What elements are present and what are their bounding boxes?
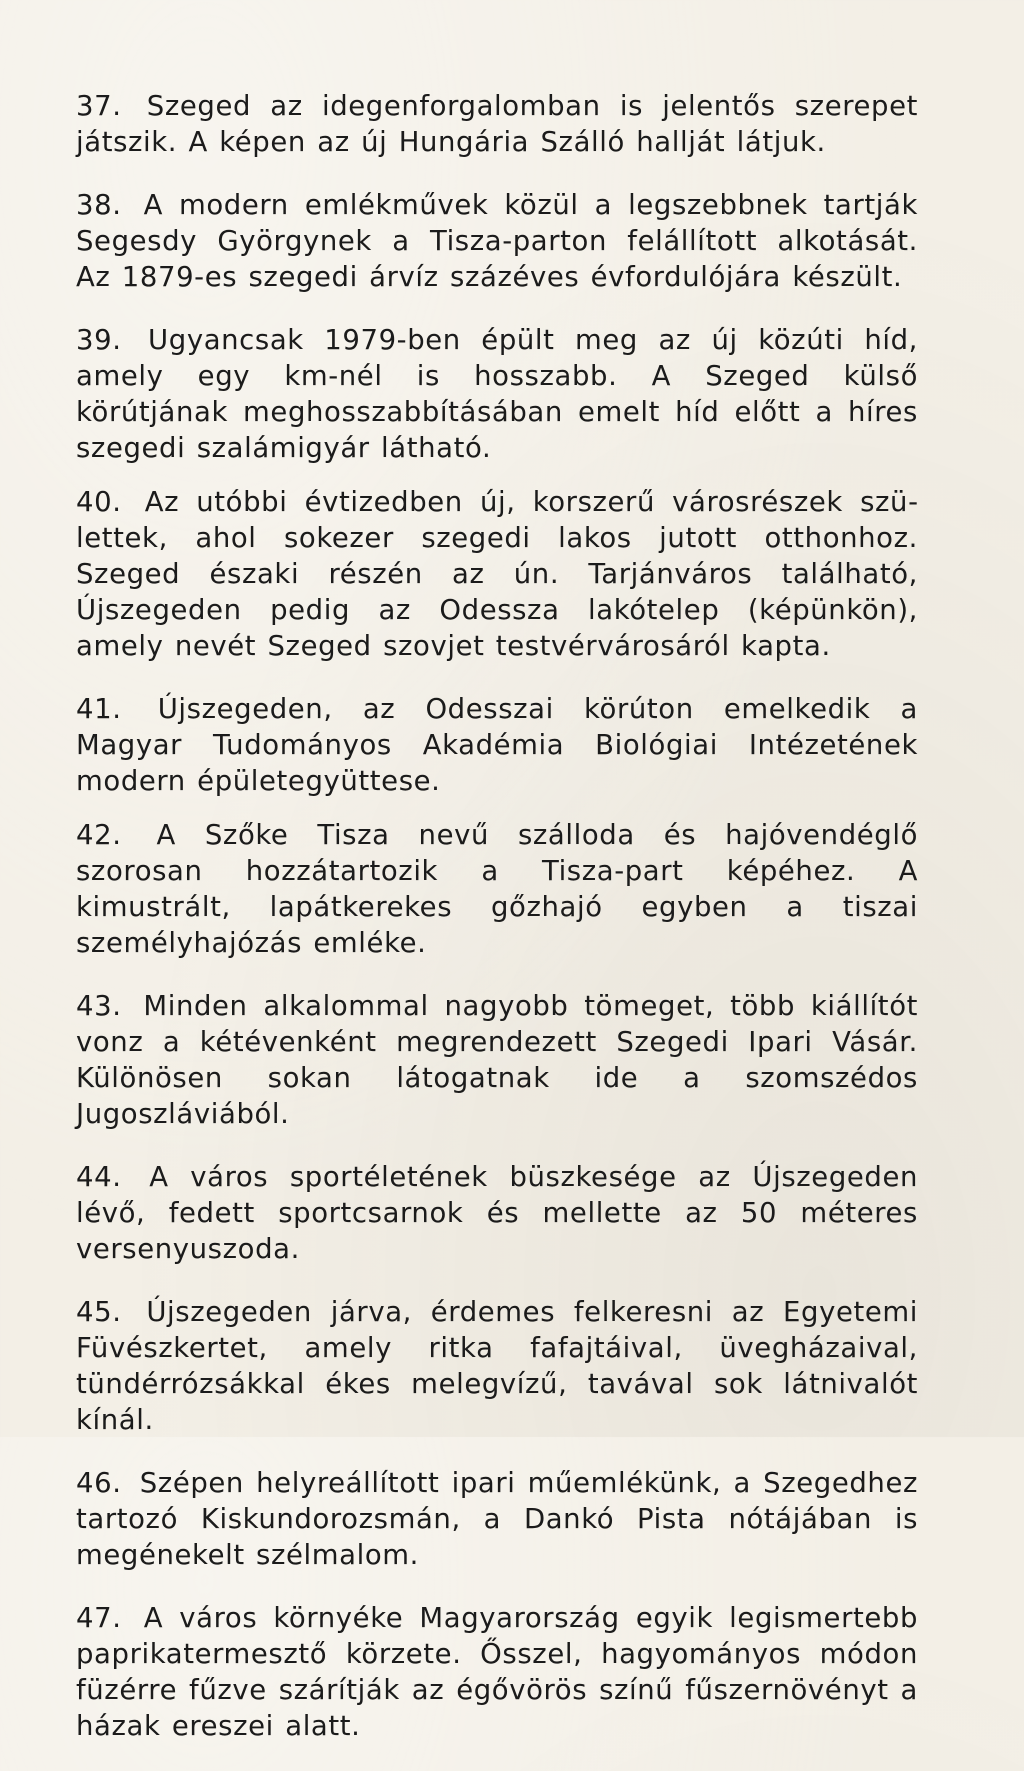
caption-text: Az utóbbi évtizedben új, korszerű városrészek születtek, ahol sokezer szegedi lakos jutott otthonhoz. Szeged északi részén az ún. Tarjánváros található, Újszegeden pedig az Odessza lakótelep (képünkön), amely nevét Szeged szovjet testvérvárosáról kapta. [76, 486, 918, 662]
caption-number: 44. [76, 1161, 122, 1193]
caption-text: A város sportéletének büszkesége az Újszegeden lévő, fedett sportcsarnok és mellette az 50 méteres versenyuszoda. [76, 1161, 918, 1265]
caption-text: A Szőke Tisza nevű szálloda és hajóvendéglő szorosan hozzátartozik a Tisza-part képéhez. A kimustrált, lapátkerekes gőzhajó egyben a tiszai személyhajózás emléke. [76, 819, 918, 959]
caption-number: 45. [76, 1296, 122, 1328]
caption-text: Újszegeden járva, érdemes felkeresni az Egyetemi Füvészkertet, amely ritka fafajtáival, üvegházaival, tündérrózsákkal ékes melegvízű, tavával sok látnivalót kínál. [76, 1296, 918, 1436]
caption-47 [76, 1600, 918, 1744]
caption-number: 43. [76, 990, 122, 1022]
caption-46 [76, 1465, 918, 1573]
caption-38 [76, 187, 918, 295]
caption-number: 39. [76, 324, 122, 356]
caption-number: 40. [76, 486, 122, 518]
caption-41 [76, 691, 918, 799]
caption-number: 46. [76, 1467, 122, 1499]
caption-number: 37. [76, 90, 122, 122]
caption-text: Szeged az idegenforgalomban is jelentős szerepet játszik. A képen az új Hungária Szálló hallját látjuk. [76, 90, 918, 158]
caption-45 [76, 1294, 918, 1438]
caption-37 [76, 88, 918, 160]
caption-42 [76, 817, 918, 961]
caption-40 [76, 484, 918, 664]
caption-number: 38. [76, 189, 122, 221]
caption-number: 41. [76, 693, 122, 725]
caption-number: 42. [76, 819, 122, 851]
caption-44 [76, 1159, 918, 1267]
caption-text: A modern emlékművek közül a legszebbnek tartják Segesdy Györgynek a Tisza-parton felállított alkotását. Az 1879-es szegedi árvíz százéves évfordulójára készült. [76, 189, 918, 293]
caption-number: 47. [76, 1602, 122, 1634]
caption-43 [76, 988, 918, 1132]
caption-list [76, 88, 918, 1771]
caption-text: Ugyancsak 1979-ben épült meg az új közúti híd, amely egy km-nél is hosszabb. A Szeged külső körútjának meghosszabbításában emelt híd előtt a híres szegedi szalámigyár látható. [76, 324, 919, 464]
caption-text: Minden alkalommal nagyobb tömeget, több kiállítót vonz a kétévenként megrendezett Szegedi Ipari Vásár. Különösen sokan látogatnak ide a szomszédos Jugoszláviából. [76, 990, 918, 1130]
caption-text: Újszegeden, az Odesszai körúton emelkedik a Magyar Tudományos Akadémia Biológiai Intézetének modern épületegyüttese. [76, 693, 919, 797]
caption-text: Szépen helyreállított ipari műemlékünk, a Szegedhez tartozó Kiskundorozsmán, a Dankó Pista nótájában is megénekelt szélmalom. [76, 1467, 919, 1571]
caption-text: A város környéke Magyarország egyik legismertebb paprikatermesztő körzete. Ősszel, hagyományos módon füzérre fűzve szárítják az égővörös színű fűszernövényt a házak ereszei alatt. [76, 1602, 918, 1742]
caption-39 [76, 322, 918, 466]
